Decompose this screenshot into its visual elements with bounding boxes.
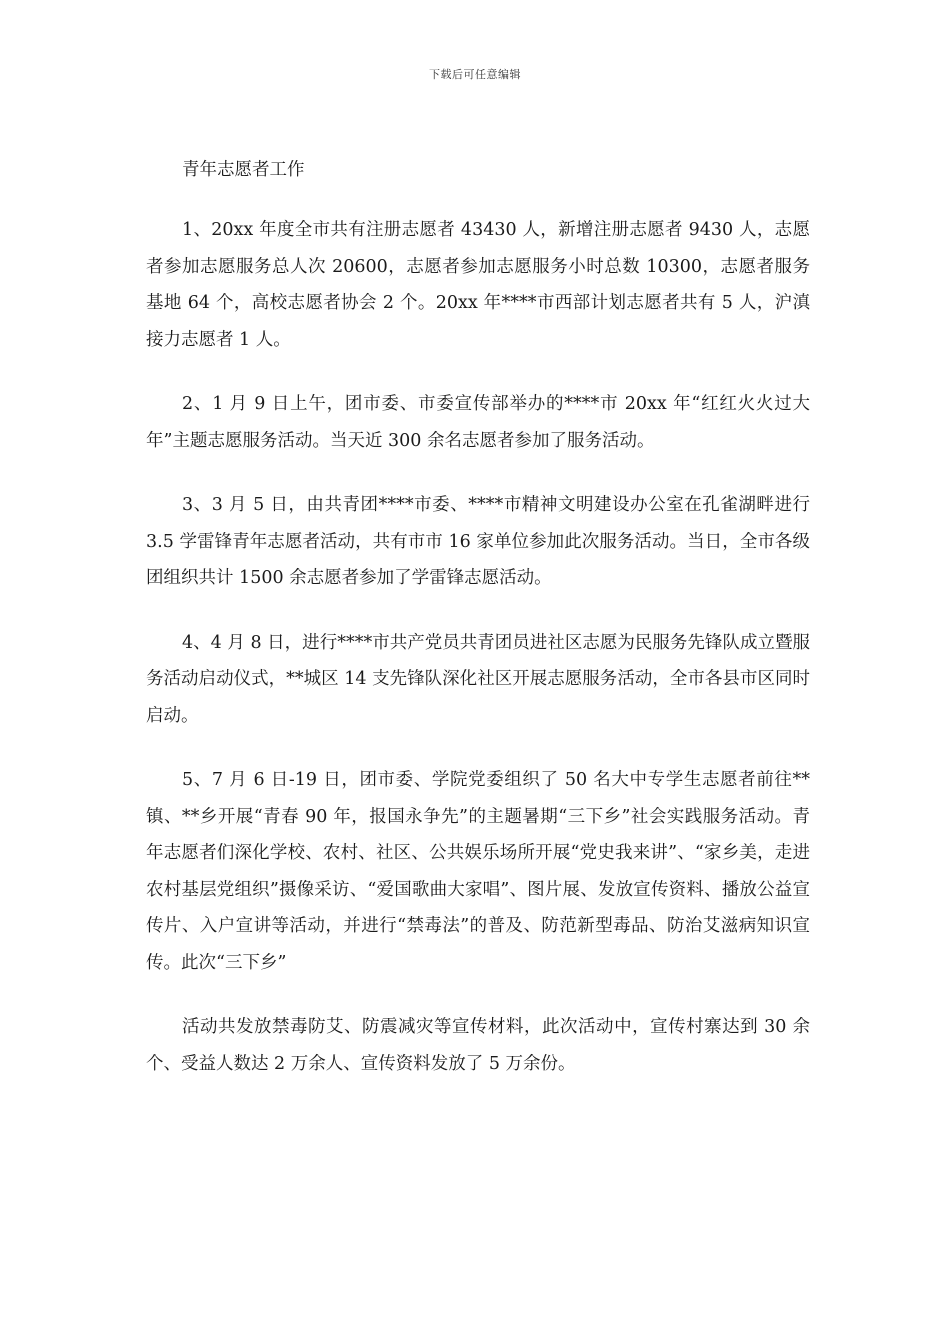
paragraph-5: 5、7 月 6 日-19 日，团市委、学院党委组织了 50 名大中专学生志愿者前往**镇、**乡开展“青春 90 年，报国永争先”的主题暑期“三下乡”社会实践服务活动。青年志愿者们深化学校、农村、社区、公共娱乐场所开展“党史我来讲”、“家乡美，走进农村基层党组织”摄像采访、“爱国歌曲大家唱”、图片展、发放宣传资料、播放公益宣传片、入户宣讲等活动，并进行“禁毒法”的普及、防范新型毒品、防治艾滋病知识宣传。此次“三下乡” [146,770,810,973]
paragraph-4: 4、4 月 8 日，进行****市共产党员共青团员进社区志愿为民服务先锋队成立暨服务活动启动仪式，**城区 14 支先锋队深化社区开展志愿服务活动，全市各县市区同时启动。 [146,632,810,726]
document-title: 青年志愿者工作 [182,160,305,180]
paragraph-2: 2、1 月 9 日上午，团市委、市委宣传部举办的****市 20xx 年“红红火火过大年”主题志愿服务活动。当天近 300 余名志愿者参加了服务活动。 [146,394,810,451]
paragraph-3: 3、3 月 5 日，由共青团****市委、****市精神文明建设办公室在孔雀湖畔进行 3.5 学雷锋青年志愿者活动，共有市市 16 家单位参加此次服务活动。当日，全市各级团组织共计 1500 余志愿者参加了学雷锋志愿活动。 [146,495,810,588]
document-body [146,152,810,1110]
paragraph-1: 1、20xx 年度全市共有注册志愿者 43430 人，新增注册志愿者 9430 人，志愿者参加志愿服务总人次 20600，志愿者参加志愿服务小时总数 10300，志愿者服务基地 64 个，高校志愿者协会 2 个。20xx 年****市西部计划志愿者共有 5 人，沪滇接力志愿者 1 人。 [146,220,810,350]
paragraph-6: 活动共发放禁毒防艾、防震减灾等宣传材料，此次活动中，宣传村寨达到 30 余个、受益人数达 2 万余人、宣传资料发放了 5 万余份。 [146,1017,810,1074]
page-header-note: 下载后可任意编辑 [429,68,521,81]
